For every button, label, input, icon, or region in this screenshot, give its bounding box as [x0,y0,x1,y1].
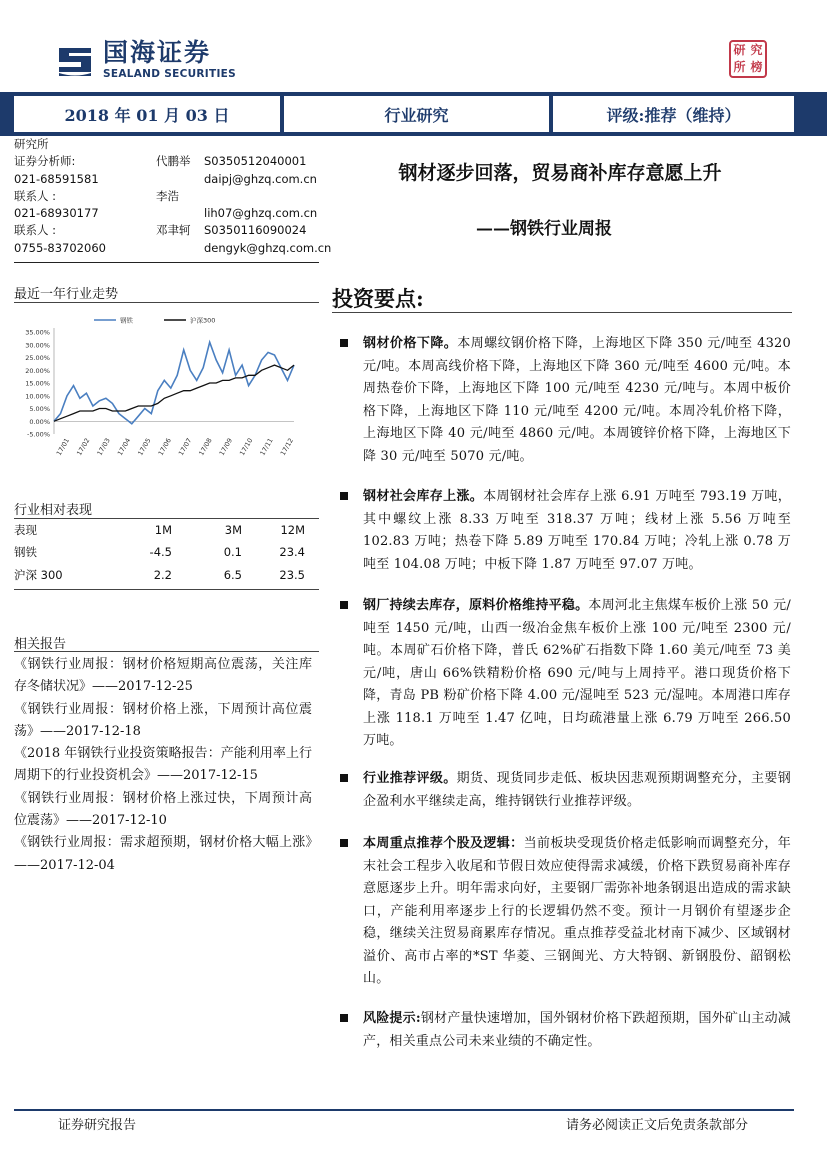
analyst-role: 联系人 : [14,223,57,238]
x-tick-label: 17/03 [95,436,112,457]
x-tick-label: 17/10 [238,436,255,457]
performance-table [14,519,319,586]
x-tick-label: 17/06 [156,436,173,457]
analyst-name: 李浩 [156,188,179,203]
analyst-row [14,205,318,222]
bullet-square-icon [340,339,348,347]
header-cell: 表现 [14,523,37,537]
analyst-role: 证券分析师: [14,154,76,169]
footer-divider [14,1109,794,1111]
related-report-link[interactable]: 《钢铁行业周报：钢材价格上涨过快，下周预计高位震荡》——2017-12-10 [14,790,312,829]
x-tick-label: 17/08 [197,436,214,457]
y-tick-label: 30.00% [25,341,50,350]
y-tick-label: 25.00% [25,354,50,362]
table-cell: 6.5 [223,567,242,582]
y-tick-label: 5.00% [29,405,50,413]
highlight-body: 本周螺纹钢价格下降，上海地区下降 350 元/吨至 4320 元/吨。本周高线价格下降，上海地区下降 360 元/吨至 4600 元/吨。本周热卷价下降，上海地区下降 100 元/吨至 4230 元/吨与。本周中板价格下降，上海地区下降 110 元/吨至 4200 元/吨。本周冷轧价格下降，上海地区下降 40 元/吨至 4860 元/吨。本周镀锌价格下降，上海地区下降 30 元/吨至 5070 元/吨。 [363,336,791,464]
table-cell: 2.2 [153,567,172,582]
table-header-row [14,519,319,541]
table-row [14,564,319,586]
analyst-email[interactable]: dengyk@ghzq.com.cn [204,240,332,255]
bullet-square-icon [340,492,348,500]
header-cell: 1M [154,523,172,537]
analyst-phone: 021-68591581 [14,171,99,186]
highlight-head: 本周重点推荐个股及逻辑： [363,836,524,851]
header-cell: 12M [280,523,305,537]
related-report-link[interactable]: 《2018 年钢铁行业投资策略报告：产能利用率上行周期下的行业投资机会》——2017-12-15 [14,746,312,784]
highlight-body: 本周钢材社会库存上涨 6.91 万吨至 793.19 万吨，其中螺纹上涨 8.33 万吨至 318.37 万吨；线材上涨 5.56 万吨至 102.83 万吨；热卷下降 5.89 万吨至 170.84 万吨；冷轧上涨 0.78 万吨至 104.08 万吨；中板下降 1.87 万吨至 97.07 万吨。 [363,489,791,572]
report-title: 钢材逐步回落，贸易商补库存意愿上升 [398,162,722,184]
analyst-id: S0350116090024 [204,223,307,238]
table-cell: -4.5 [149,545,172,560]
x-tick-label: 17/11 [258,436,275,457]
highlight-head: 钢材社会库存上涨。 [363,489,484,504]
highlight-head: 风险提示: [363,1011,421,1026]
analyst-row [14,153,314,170]
seal-char: 研 [733,43,746,57]
analyst-info [14,136,332,257]
analyst-row [14,188,314,205]
highlight-body: 钢材产量快速增加，国外钢材价格下跌超预期，国外矿山主动减产，相关重点公司未来业绩的不确定性。 [363,1011,791,1049]
y-tick-label: 35.00% [25,328,50,337]
table-cell: 23.4 [279,545,305,560]
highlight-body: 期货、现货同步走低、板块因悲观预期调整充分，主要钢企盈利水平继续走高，维持钢铁行业推荐评级。 [363,771,791,809]
analyst-row [14,222,314,239]
seal-char: 究 [750,43,763,57]
research-seal [729,40,767,78]
footer-left: 证券研究报告 [58,1118,137,1133]
bullet-square-icon [340,839,348,847]
divider [14,589,319,590]
y-tick-label: 10.00% [25,392,50,401]
divider [14,651,319,652]
report-date: 2018 年 01 月 03 日 [14,96,280,132]
analyst-name: 邓聿轲 [156,223,191,238]
x-tick-label: 17/09 [217,436,235,457]
x-tick-label: 17/02 [75,436,92,457]
company-logo [55,40,236,80]
y-tick-label: -5.00% [27,430,50,439]
industry-trend-chart [14,308,304,468]
table-cell: 23.5 [279,567,305,582]
sealand-logo-icon [55,42,95,78]
bullet-square-icon [340,1014,348,1022]
analyst-row [14,240,332,257]
divider [332,312,792,313]
seal-char: 榜 [750,60,763,74]
related-reports-title: 相关报告 [14,637,67,652]
y-tick-label: 15.00% [25,379,50,388]
x-tick-label: 17/01 [54,436,72,457]
y-tick-label: 20.00% [25,366,50,375]
highlight-head: 钢厂持续去库存，原料价格维持平稳。 [363,598,589,613]
analyst-row [14,171,317,188]
highlight-body: 本周河北主焦煤车板价上涨 50 元/吨至 1450 元/吨，山西一级冶金焦车板价上涨 100 元/吨至 2300 元/吨。本周矿石价格下降，普氏 62%矿石指数下降 1.60 美元/吨至 73 美元/吨，唐山 66%铁精粉价格 690 元/吨与上周持平。港口现货价格下降，青岛 PB 粉矿价格下降 4.00 元/湿吨至 523 元/湿吨。本周港口库存上涨 118.1 万吨至 1.47 亿吨，日均疏港量上涨 6.79 万吨至 266.50 万吨。 [363,598,791,748]
related-report-link[interactable]: 《钢铁行业周报：需求超预期，钢材价格大幅上涨》——2017-12-04 [14,835,312,873]
analyst-id: S0350512040001 [204,154,307,169]
legend-label: 钢铁 [120,316,133,325]
analyst-name: 代鹏举 [156,154,191,169]
table-cell: 0.1 [223,545,242,560]
header-cell: 3M [224,523,242,537]
highlight-head: 行业推荐评级。 [363,771,457,786]
x-tick-label: 17/04 [115,436,133,457]
table-row [14,541,319,563]
report-subtitle: ——钢铁行业周报 [476,219,612,239]
institute-label: 研究所 [14,137,49,151]
analyst-email[interactable]: lih07@ghzq.com.cn [204,206,318,221]
bullet-square-icon [340,774,348,782]
x-tick-label: 17/12 [278,436,296,457]
analyst-phone: 0755-83702060 [14,240,106,255]
related-report-link[interactable]: 《钢铁行业周报：钢材价格上涨，下周预计高位震荡》——2017-12-18 [14,701,312,739]
logo-chinese-name: 国海证券 [103,38,212,67]
seal-char: 所 [733,60,746,74]
related-report-link[interactable]: 《钢铁行业周报：钢材价格短期高位震荡，关注库存冬储状况》——2017-12-25 [14,657,312,695]
analyst-email[interactable]: daipj@ghzq.com.cn [204,171,317,186]
legend-label: 沪深300 [190,316,216,325]
related-reports-list [14,654,312,877]
header-bar [0,92,827,136]
analyst-phone: 021-68930177 [14,206,99,221]
x-tick-label: 17/05 [136,436,153,457]
performance-title: 行业相对表现 [14,503,93,518]
bullet-square-icon [340,601,348,609]
chart-section-title: 最近一年行业走势 [14,287,119,302]
footer-right: 请务必阅读正文后免责条款部分 [566,1118,749,1133]
report-type: 行业研究 [284,96,549,132]
logo-english-name: SEALAND SECURITIES [103,68,236,80]
highlight-body: 当前板块受现货价格走低影响而调整充分，年末社会工程步入收尾和节假日效应使得需求减缓，价格下跌贸易商补库存意愿逐步上升。明年需求向好，主要钢厂需弥补地条钢退出造成的需求缺口，产能利用率逐步上行的长逻辑仍然不变。预计一月钢价有望逐步企稳，继续关注贸易商累库存情况。重点推荐受益北材南下减少、区域钢材溢价、高市占率的*ST 华菱、三钢闽光、方大特钢、新钢股份、韶钢松山。 [363,836,791,986]
highlight-head: 钢材价格下降。 [363,336,458,351]
y-tick-label: 0.00% [29,417,50,426]
divider [14,262,319,263]
table-cell: 钢铁 [14,545,37,560]
highlights-title: 投资要点: [332,286,424,311]
analyst-role: 联系人 : [14,188,57,203]
series-line [54,365,294,421]
x-tick-label: 17/07 [176,436,194,457]
table-cell: 沪深 300 [14,567,63,582]
rating: 评级:推荐（维持） [553,96,794,132]
divider [14,302,319,303]
